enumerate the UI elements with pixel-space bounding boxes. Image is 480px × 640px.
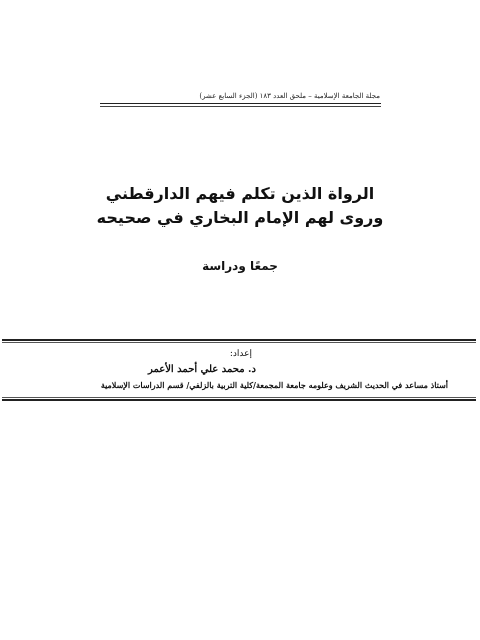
running-header: مجلة الجامعة الإسلامية – ملحق العدد ١٨٣ (الجزء السابع عشر) (199, 92, 380, 100)
prepared-by-label: إعداد: (229, 349, 252, 359)
header-rule (100, 103, 381, 104)
title-block (60, 182, 420, 230)
title-line-2: وروى لهم الإمام البخاري في صحيحه (96, 208, 384, 227)
title-line-1: الرواة الذين تكلم فيهم الدارقطني (105, 184, 375, 203)
subtitle: جمعًا ودراسة (202, 259, 278, 273)
header-rule-thin (100, 106, 381, 107)
author-box (2, 339, 476, 401)
author-name: د. محمد علي أحمد الأعمر (147, 364, 256, 375)
author-affiliation: أستاذ مساعد في الحديث الشريف وعلومه جامعة المجمعة/كلية التربية بالزلفي/ قسم الدراسات الإسلامية (100, 380, 448, 390)
